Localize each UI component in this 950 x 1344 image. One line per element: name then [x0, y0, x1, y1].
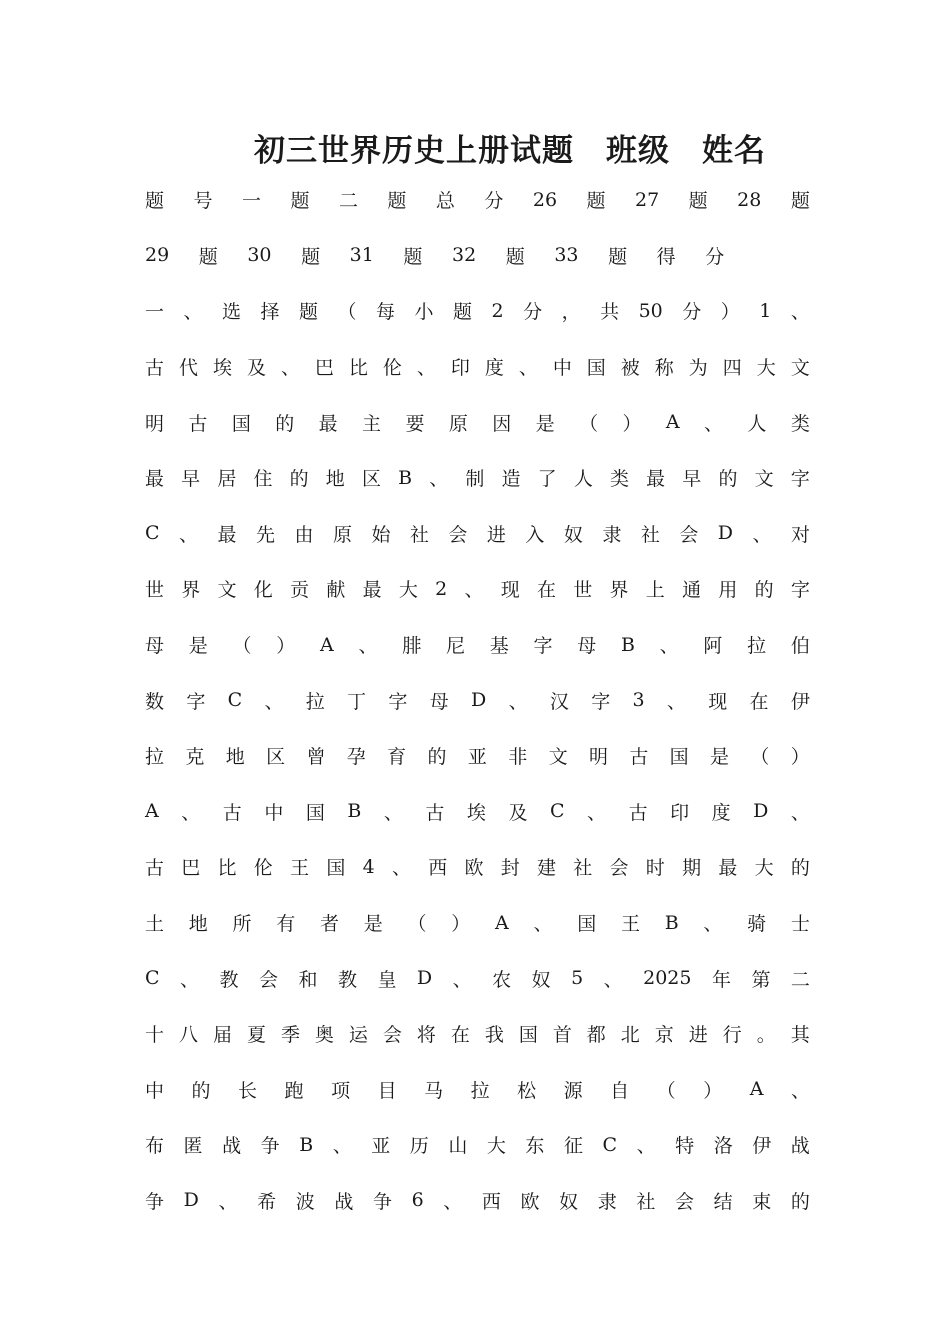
text-line: 数 字 C 、 拉 丁 字 母 D 、 汉 字 3 、 现 在 伊 — [145, 689, 810, 713]
text-line: C 、 教 会 和 教 皇 D 、 农 奴 5 、 2025 年 第 二 — [145, 967, 810, 991]
text-line: C 、 最 先 由 原 始 社 会 进 入 奴 隶 社 会 D 、 对 — [145, 522, 810, 546]
text-line: 土 地 所 有 者 是 （ ） A 、 国 王 B 、 骑 士 — [145, 911, 810, 936]
page-title: 初三世界历史上册试题 班级 姓名 — [254, 132, 766, 169]
text-line: 中 的 长 跑 项 目 马 拉 松 源 自 （ ） A 、 — [145, 1078, 810, 1102]
text-line: 29 题 30 题 31 题 32 题 33 题 得 分 — [145, 244, 725, 268]
text-line: 题 号 一 题 二 题 总 分 26 题 27 题 28 题 — [145, 188, 810, 213]
text-line: 古 巴 比 伦 王 国 4 、 西 欧 封 建 社 会 时 期 最 大 的 — [145, 855, 810, 880]
text-line: 世 界 文 化 贡 献 最 大 2 、 现 在 世 界 上 通 用 的 字 — [145, 577, 810, 602]
text-line: 母 是 （ ） A 、 腓 尼 基 字 母 B 、 阿 拉 伯 — [145, 633, 810, 658]
text-line: 最 早 居 住 的 地 区 B 、 制 造 了 人 类 最 早 的 文 字 — [145, 466, 810, 491]
text-line: 一 、 选 择 题 （ 每 小 题 2 分 ， 共 50 分 ） 1 、 — [145, 299, 810, 324]
text-line: 古 代 埃 及 、 巴 比 伦 、 印 度 、 中 国 被 称 为 四 大 文 — [145, 357, 810, 380]
text-line: A 、 古 中 国 B 、 古 埃 及 C 、 古 印 度 D 、 — [145, 800, 810, 824]
text-line: 争 D 、 希 波 战 争 6 、 西 欧 奴 隶 社 会 结 束 的 — [145, 1189, 810, 1213]
exam-body — [145, 172, 810, 1228]
text-line: 布 匿 战 争 B 、 亚 历 山 大 东 征 C 、 特 洛 伊 战 — [145, 1133, 810, 1158]
text-line: 十 八 届 夏 季 奥 运 会 将 在 我 国 首 都 北 京 进 行 。 其 — [145, 1024, 810, 1047]
text-line: 拉 克 地 区 曾 孕 育 的 亚 非 文 明 古 国 是 （ ） — [145, 746, 810, 769]
text-line: 明 古 国 的 最 主 要 原 因 是 （ ） A 、 人 类 — [145, 411, 810, 435]
